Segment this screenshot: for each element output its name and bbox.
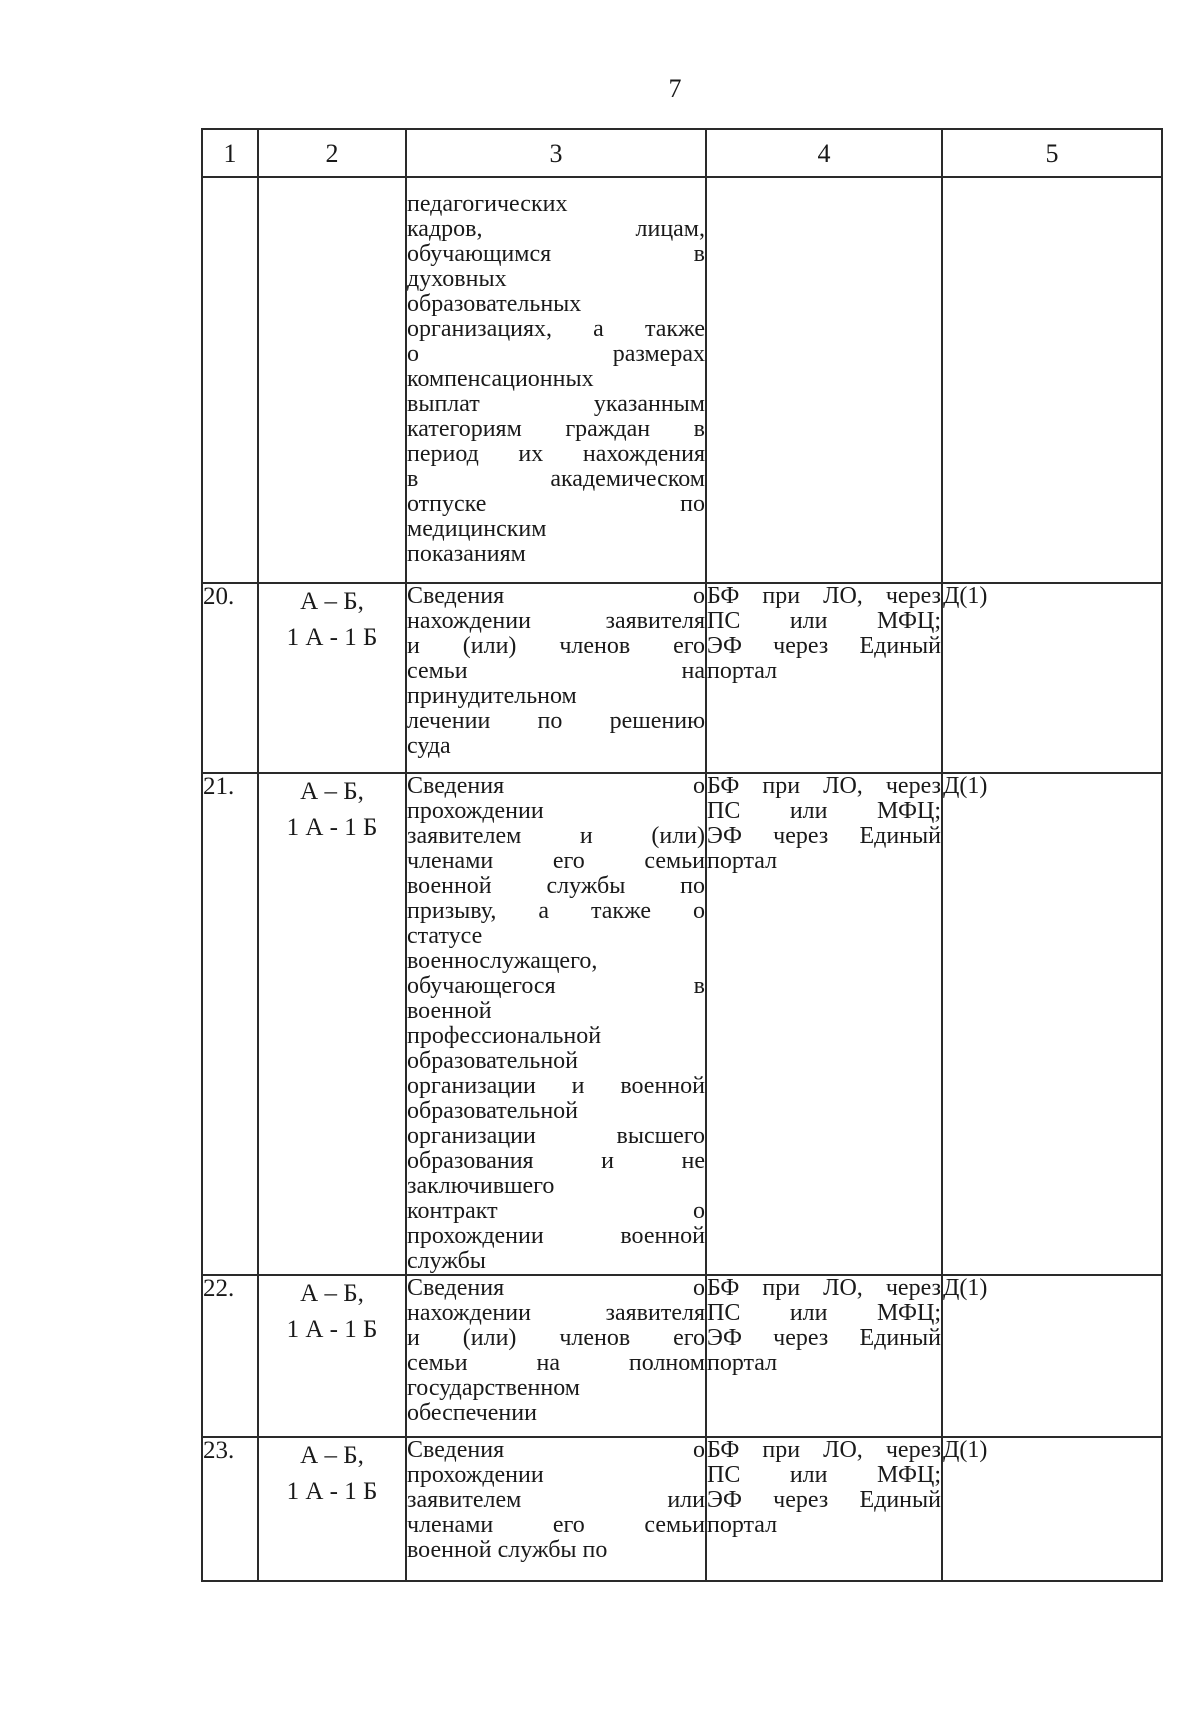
text-line: кадров, лицам,: [407, 216, 705, 242]
channel-cell: [706, 773, 942, 1275]
result-cell: Д(1): [942, 583, 1162, 773]
row-number-cell: 22.: [202, 1275, 258, 1437]
text-line: в академическом: [407, 466, 705, 492]
text-line: и (или) членов его: [407, 1325, 705, 1351]
text-line: образовательной: [407, 1048, 578, 1074]
text-line: военной службы по: [407, 1537, 608, 1563]
text-line: членами его семьи: [407, 1512, 705, 1538]
result-cell: Д(1): [942, 1437, 1162, 1581]
text-line: педагогических: [407, 191, 568, 217]
row-number-cell: 20.: [202, 583, 258, 773]
text-line: нахождении заявителя: [407, 608, 705, 634]
category-line: А – Б,: [300, 778, 364, 805]
text-line: БФ при ЛО, через: [707, 1437, 941, 1463]
text-line: БФ при ЛО, через: [707, 583, 941, 609]
text-line: статусе: [407, 923, 483, 949]
text-line: ЭФ через Единый: [707, 633, 941, 659]
text-line: категориям граждан в: [407, 416, 705, 442]
text-line: показаниям: [407, 541, 526, 567]
text-line: прохождении: [407, 798, 544, 824]
column-header: 1: [202, 129, 258, 177]
category-cell: [258, 177, 406, 583]
column-header: 2: [258, 129, 406, 177]
text-line: военной: [407, 998, 492, 1024]
table-header-row: [202, 129, 1162, 177]
table-row-continuation: [202, 177, 1162, 583]
text-line: портал: [707, 1350, 778, 1376]
text-line: ПС или МФЦ;: [707, 1300, 941, 1326]
text-line: Сведения о: [407, 1437, 705, 1463]
text-line: военной службы по: [407, 873, 705, 899]
text-line: прохождении: [407, 1462, 544, 1488]
text-line: суда: [407, 733, 451, 759]
text-line: ЭФ через Единый: [707, 1325, 941, 1351]
text-line: обучающимся в: [407, 241, 705, 267]
text-line: Сведения о: [407, 583, 705, 609]
text-line: Сведения о: [407, 773, 705, 799]
text-line: медицинским: [407, 516, 547, 542]
text-line: компенсационных: [407, 366, 594, 392]
text-line: заявителем и (или): [407, 823, 705, 849]
description-cell: [406, 177, 706, 583]
result-cell: Д(1): [942, 1275, 1162, 1437]
channel-cell: [706, 177, 942, 583]
category-line: А – Б,: [300, 1280, 364, 1307]
text-line: организациях, а также: [407, 316, 705, 342]
text-line: заявителем или: [407, 1487, 705, 1513]
category-line: А – Б,: [300, 1442, 364, 1469]
text-line: профессиональной: [407, 1023, 602, 1049]
table-row: [202, 773, 1162, 1275]
text-line: обеспечении: [407, 1400, 537, 1426]
text-line: ПС или МФЦ;: [707, 798, 941, 824]
text-line: ЭФ через Единый: [707, 1487, 941, 1513]
table-row: [202, 583, 1162, 773]
table-row: [202, 1437, 1162, 1581]
category-line: 1 А - 1 Б: [286, 1316, 378, 1343]
category-line: 1 А - 1 Б: [286, 814, 378, 841]
row-number-cell: 23.: [202, 1437, 258, 1581]
text-line: ПС или МФЦ;: [707, 1462, 941, 1488]
channel-cell: [706, 583, 942, 773]
text-line: нахождении заявителя: [407, 1300, 705, 1326]
text-line: духовных: [407, 266, 507, 292]
text-line: ЭФ через Единый: [707, 823, 941, 849]
category-cell: [258, 773, 406, 1275]
text-line: образовательной: [407, 1098, 578, 1124]
category-line: А – Б,: [300, 588, 364, 615]
document-table: [201, 128, 1163, 1582]
row-number-cell: [202, 177, 258, 583]
text-line: государственном: [407, 1375, 580, 1401]
column-header: 3: [406, 129, 706, 177]
text-line: БФ при ЛО, через: [707, 773, 941, 799]
description-cell: [406, 583, 706, 773]
channel-cell: [706, 1275, 942, 1437]
text-line: Сведения о: [407, 1275, 705, 1301]
text-line: организации высшего: [407, 1123, 705, 1149]
table-row: [202, 1275, 1162, 1437]
text-line: организации и военной: [407, 1073, 705, 1099]
result-cell: Д(1): [942, 773, 1162, 1275]
text-line: о размерах: [407, 341, 705, 367]
category-line: 1 А - 1 Б: [286, 624, 378, 651]
column-header: 4: [706, 129, 942, 177]
category-cell: [258, 1275, 406, 1437]
text-line: образования и не: [407, 1148, 705, 1174]
text-line: портал: [707, 848, 778, 874]
text-line: прохождении военной: [407, 1223, 705, 1249]
text-line: БФ при ЛО, через: [707, 1275, 941, 1301]
text-line: ПС или МФЦ;: [707, 608, 941, 634]
text-line: и (или) членов его: [407, 633, 705, 659]
result-cell: [942, 177, 1162, 583]
page-number: 7: [668, 74, 682, 103]
text-line: семьи на полном: [407, 1350, 705, 1376]
text-line: членами его семьи: [407, 848, 705, 874]
description-cell: [406, 1275, 706, 1437]
text-line: образовательных: [407, 291, 582, 317]
text-line: семьи на: [407, 658, 705, 684]
text-line: отпуске по: [407, 491, 705, 517]
description-cell: [406, 1437, 706, 1581]
text-line: принудительном: [407, 683, 577, 709]
column-header: 5: [942, 129, 1162, 177]
text-line: контракт о: [407, 1198, 705, 1224]
category-cell: [258, 1437, 406, 1581]
channel-cell: [706, 1437, 942, 1581]
text-line: заключившего: [407, 1173, 555, 1199]
text-line: военнослужащего,: [407, 948, 598, 974]
text-line: портал: [707, 658, 778, 684]
description-cell: [406, 773, 706, 1275]
text-line: портал: [707, 1512, 778, 1538]
text-line: службы: [407, 1248, 486, 1274]
category-line: 1 А - 1 Б: [286, 1478, 378, 1505]
text-line: обучающегося в: [407, 973, 705, 999]
text-line: период их нахождения: [407, 441, 705, 467]
text-line: призыву, а также о: [407, 898, 705, 924]
text-line: лечении по решению: [407, 708, 705, 734]
category-cell: [258, 583, 406, 773]
row-number-cell: 21.: [202, 773, 258, 1275]
text-line: выплат указанным: [407, 391, 705, 417]
